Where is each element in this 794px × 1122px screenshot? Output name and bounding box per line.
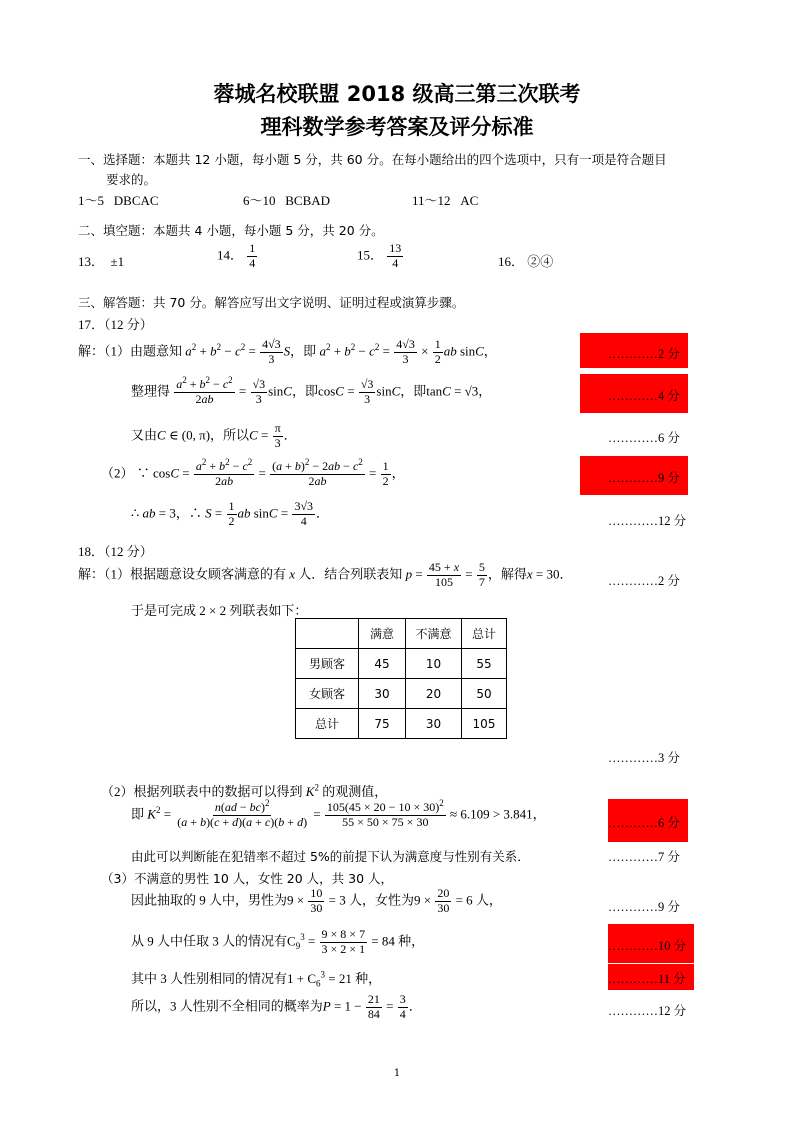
score-mark: …………12 分 [608, 514, 687, 528]
q18-line1: 解：（1）根据题意设女顾客满意的有 x 人．结合列联表知 p = $\frac{45 + x}{105}$ = $\frac{5}{7}$ ，解得x = 30． [78, 560, 573, 589]
q18-part3-line4: 其中 3 人性别相同的情况有$1 + C_6^3 = 21$ 种， [131, 969, 382, 989]
q18-part3-line2: 因此抽取的 9 人中，男性为9 × $\frac{10}{30}$ = 3 人，女性为9 × $\frac{20}{30}$ = 6 人， [131, 886, 502, 915]
q17-line2: 整理得 $\frac{a^2 + b^2 - c^2}{2ab}$ = $\frac{√3}{3}$ sinC，即cosC = $\frac{√3}{3}$ sinC，即tanC = √3， [131, 375, 492, 406]
table-cell: 30 [406, 709, 462, 739]
section1-heading: 一、选择题：本题共 12 小题，每小题 5 分，共 60 分。在每小题给出的四个选项中，只有一项是符合题目 [78, 152, 667, 167]
page-subtitle: 理科数学参考答案及评分标准 [260, 115, 534, 139]
contingency-table [295, 618, 507, 739]
score-mark: …………9 分 [608, 900, 680, 914]
table-cell: 10 [406, 649, 462, 679]
score-mark: …………7 分 [608, 850, 680, 864]
table-header: 总计 [462, 619, 507, 649]
table-row [296, 649, 507, 679]
fill-answer-15: 15． $\frac{13}{4}$ [357, 241, 402, 270]
table-cell: 50 [462, 679, 507, 709]
q18-part3-line3: 从 9 人中任取 3 人的情况有$C_9^3$ = $\frac{9 \times 8 \times 7}{3 \times 2 \times 1}$ = 84 种， [131, 927, 425, 956]
score-mark: …………9 分 [608, 471, 680, 485]
table-row [296, 709, 507, 739]
q18-label: 18．（12 分） [78, 544, 153, 559]
table-cell: 105 [462, 709, 507, 739]
section3-heading: 三、解答题：共 70 分。解答应写出文字说明、证明过程或演算步骤。 [78, 295, 465, 310]
table-cell: 总计 [296, 709, 359, 739]
mc-answers-11-12: 11～12 AC [412, 193, 479, 208]
table-header: 满意 [359, 619, 406, 649]
section2-heading: 二、填空题：本题共 4 小题，每小题 5 分，共 20 分。 [78, 223, 384, 238]
q18-part2-line1: （2）根据列联表中的数据可以得到 $K^2$ 的观测值， [101, 782, 388, 799]
q17-label: 17．（12 分） [78, 317, 153, 332]
table-cell [296, 619, 359, 649]
q17-line1: 解：（1）由题意知 $a^2 + b^2 - c^2$ = $\frac{4√3}{3}$ S，即 $a^2 + b^2 - c^2$ = $\frac{4√3}{3}$ × $\frac{1}{2}$ ab sinC， [78, 337, 497, 366]
score-mark: …………6 分 [608, 431, 680, 445]
score-mark: …………2 分 [608, 574, 680, 588]
fill-answer-14: 14． $\frac{1}{4}$ [217, 241, 256, 270]
table-cell: 30 [359, 679, 406, 709]
table-row [296, 679, 507, 709]
q18-part2-formula: 即 $K^2$ = $\frac{n(ad - bc)^2}{(a + b)(c + d)(a + c)(b + d)}$ = $\frac{105(45 \times 20 - 10 \times 30)^2}{55 \times 50 \times 75 \times 30}$ ≈ 6.109 > 3.841， [131, 798, 546, 829]
section1-heading-cont: 要求的。 [106, 172, 157, 187]
table-header-row [296, 619, 507, 649]
table-cell: 男顾客 [296, 649, 359, 679]
score-mark: …………11 分 [608, 972, 686, 986]
score-mark: …………12 分 [608, 1004, 687, 1018]
table-cell: 55 [462, 649, 507, 679]
q18-part2-conclusion: 由此可以判断能在犯错率不超过 5%的前提下认为满意度与性别有关系． [131, 849, 530, 864]
page-number: 1 [393, 1068, 401, 1079]
q18-part3-line5: 所以，3 人性别不全相同的概率为P = 1 − $\frac{21}{84}$ = $\frac{3}{4}$ ． [131, 992, 422, 1021]
score-mark: …………3 分 [608, 751, 680, 765]
q18-line2: 于是可完成 2 × 2 列联表如下： [131, 603, 308, 618]
score-mark: …………2 分 [608, 347, 680, 361]
score-mark: …………6 分 [608, 816, 680, 830]
table-cell: 女顾客 [296, 679, 359, 709]
table-cell: 75 [359, 709, 406, 739]
table-cell: 20 [406, 679, 462, 709]
fill-answer-16: 16． ②④ [498, 254, 554, 269]
q17-part2-line1: （2） ∵ cosC = $\frac{a^2 + b^2 - c^2}{2ab}$ = $\frac{(a + b)^2 - 2ab - c^2}{2ab}$ = $\frac{1}{2}$ ， [101, 457, 405, 488]
table-header: 不满意 [406, 619, 462, 649]
page-title: 蓉城名校联盟 2018 级高三第三次联考 [213, 82, 581, 106]
score-mark: …………10 分 [608, 939, 687, 953]
score-mark: …………4 分 [608, 389, 680, 403]
mc-answers-6-10: 6～10 BCBAD [243, 193, 331, 208]
table-cell: 45 [359, 649, 406, 679]
q17-part2-line2: ∴ ab = 3，∴ S = $\frac{1}{2}$ ab sinC = $\frac{3√3}{4}$ ． [131, 499, 330, 528]
mc-answers-1-5: 1～5 DBCAC [78, 193, 159, 208]
fill-answer-13: 13． ±1 [78, 254, 125, 269]
q18-part3-line1: （3）不满意的男性 10 人，女性 20 人，共 30 人， [101, 871, 394, 886]
q17-line3: 又由C ∈ (0, π)，所以C = $\frac{\pi}{3}$ ． [131, 421, 297, 450]
